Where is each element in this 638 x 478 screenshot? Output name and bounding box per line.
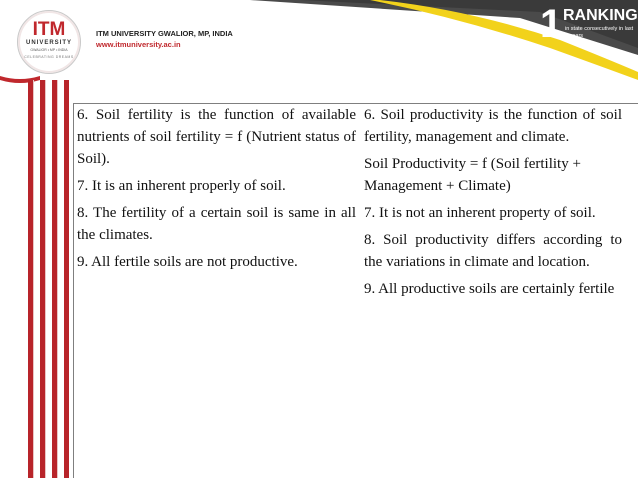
- logo-university-text: UNIVERSITY: [25, 40, 72, 46]
- productivity-formula: Soil Productivity = f (Soil fertility + Management + Climate): [364, 156, 581, 194]
- fertility-point-9: 9. All fertile soils are not productive.: [77, 254, 298, 270]
- fertility-point-6: 6. Soil fertility is the function of available nutrients of soil fertility = f (Nutrient status of Soil).: [77, 107, 356, 167]
- productivity-column: [364, 104, 622, 305]
- ranking-number: 1: [540, 2, 563, 46]
- university-name: ITM UNIVERSITY GWALIOR, MP, INDIA: [96, 29, 233, 38]
- fertility-point-8: 8. The fertility of a certain soil is same in all the climates.: [77, 205, 356, 243]
- logo-place-text: GWALIOR • MP • INDIA: [30, 48, 68, 52]
- ranking-subtitle-line2: 5 years: [565, 33, 584, 39]
- productivity-point-7: 7. It is not an inherent property of soil.: [364, 205, 596, 221]
- productivity-point-6: 6. Soil productivity is the function of soil fertility, management and climate.: [364, 107, 622, 145]
- decorative-stripes: [0, 0, 75, 478]
- productivity-point-8: 8. Soil productivity differs according to the variations in climate and location.: [364, 232, 622, 270]
- ranking-word: RANKING: [563, 7, 638, 24]
- ranking-subtitle-line1: in state consecutively in last: [565, 26, 634, 32]
- header-band: [0, 0, 638, 96]
- productivity-point-9: 9. All productive soils are certainly fertile: [364, 281, 615, 297]
- university-website: www.itmuniversity.ac.in: [96, 40, 181, 49]
- fertility-column: [77, 104, 356, 278]
- table-left-border: [73, 103, 74, 478]
- fertility-point-7: 7. It is an inherent properly of soil.: [77, 178, 286, 194]
- logo-itm-text: ITM: [32, 19, 66, 40]
- logo-motto-text: CELEBRATING DREAMS: [24, 55, 74, 59]
